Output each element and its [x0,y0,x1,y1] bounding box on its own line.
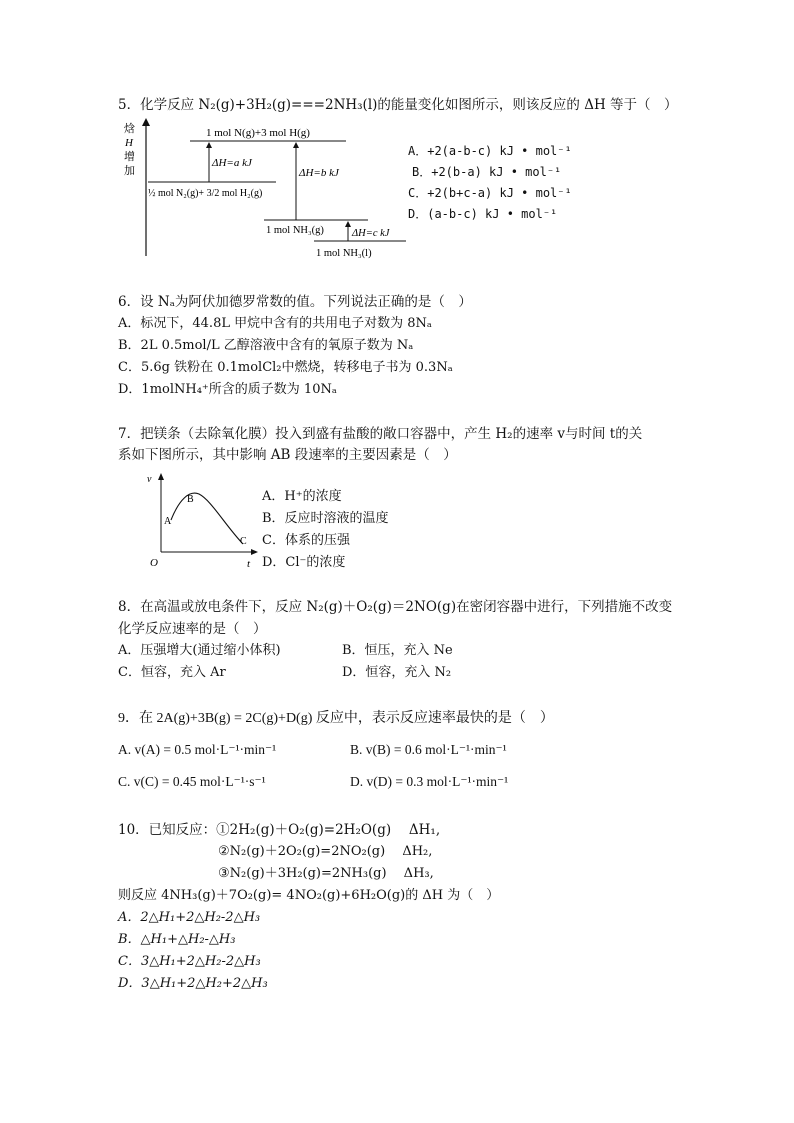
q5-nh3g-level: 1 mol NH₃(g) [266,225,324,236]
q7-option-c: C．体系的压强 [262,533,350,548]
q7-x-label: t [247,558,251,570]
q5-option-a: A．+2(a-b-c) kJ • mol⁻¹ [408,144,572,158]
q10-ask: 则反应 4NH₃(g)＋7O₂(g)= 4NO₂(g)+6H₂O(g)的 ΔH 为（ ） [118,888,500,903]
q6-option-a: A．标况下，44.8L 甲烷中含有的共用电子对数为 8Nₐ [118,316,432,331]
q8-stem-line1: 8．在高温或放电条件下，反应 N₂(g)＋O₂(g)＝2NO(g)在密闭容器中进行，下列措施不改变 [118,599,673,615]
q5-option-b: B．+2(b-a) kJ • mol⁻¹ [412,165,562,179]
q10-eq2: ②N₂(g)＋2O₂(g)=2NO₂(g) ΔH₂, [218,844,433,859]
q5-yaxis-char-3: 增 [124,151,135,163]
q7-option-d: D．Cl⁻的浓度 [262,555,346,570]
q7-point-a: A [164,516,172,527]
q5-yaxis-char-1: 焓 [124,123,135,135]
q8-option-a: A．压强增大(通过缩小体积) [118,643,281,658]
q6-stem: 6．设 Nₐ为阿伏加德罗常数的值。下列说法正确的是（ ） [118,294,472,310]
q7-stem-line1: 7．把镁条（去除氧化膜）投入到盛有盐酸的敞口容器中，产生 H₂的速率 v与时间 t的关 [118,426,643,442]
q9-option-a: A. v(A) = 0.5 mol·L⁻¹·min⁻¹ [118,742,277,757]
q10-option-a: A．2△H₁+2△H₂-2△H₃ [118,910,261,925]
q9-option-c: C. v(C) = 0.45 mol·L⁻¹·s⁻¹ [118,774,266,789]
q5-energy-diagram [116,116,406,264]
q5-yaxis-char-4: 加 [124,165,135,177]
q7-option-a: A．H⁺的浓度 [262,489,342,504]
q5-dh-b: ΔH=b kJ [299,167,339,179]
q5-mid-level: ½ mol N₂(g)+ 3/2 mol H₂(g) [148,188,263,199]
q8-stem-line2: 化学反应速率的是（ ） [118,621,267,637]
q7-point-b: B [187,494,194,505]
q7-rate-time-graph [145,470,260,570]
q7-origin-label: O [150,557,158,569]
q10-option-c: C．3△H₁+2△H₂-2△H₃ [118,954,261,969]
q10-eq3: ③N₂(g)＋3H₂(g)=2NH₃(g) ΔH₃, [218,866,434,881]
q5-dh-a: ΔH=a kJ [212,157,252,169]
q5-yaxis-char-2: H [125,137,133,149]
q10-option-d: D．3△H₁+2△H₂+2△H₃ [118,976,268,991]
q9-option-b: B. v(B) = 0.6 mol·L⁻¹·min⁻¹ [350,742,507,757]
q9-stem: 9．在 2A(g)+3B(g) = 2C(g)+D(g) 反应中，表示反应速率最快的是（ ） [118,711,554,726]
q8-option-c: C．恒容，充入 Ar [118,665,226,680]
q7-option-b: B．反应时溶液的温度 [262,511,389,526]
q5-top-level: 1 mol N(g)+3 mol H(g) [206,127,310,139]
q7-y-label: v [147,474,152,485]
q6-option-c: C．5.6g 铁粉在 0.1molCl₂中燃烧，转移电子书为 0.3Nₐ [118,360,453,375]
q5-stem: 5．化学反应 N₂(g)+3H₂(g)===2NH₃(l)的能量变化如图所示，则该反应的 ΔH 等于（ ） [118,97,678,113]
q6-option-d: D．1molNH₄⁺所含的质子数为 10Nₐ [118,382,337,397]
q10-stem: 10．已知反应：①2H₂(g)＋O₂(g)=2H₂O(g) ΔH₁, [118,822,441,838]
q5-option-c: C．+2(b+c-a) kJ • mol⁻¹ [408,186,572,200]
q7-stem-line2: 系如下图所示，其中影响 AB 段速率的主要因素是（ ） [118,447,457,463]
q9-option-d: D. v(D) = 0.3 mol·L⁻¹·min⁻¹ [350,774,509,789]
q8-option-d: D．恒容，充入 N₂ [342,665,452,680]
q5-dh-c: ΔH=c kJ [352,228,390,239]
q5-option-d: D．(a-b-c) kJ • mol⁻¹ [408,207,558,221]
q7-point-c: C [240,536,247,547]
q6-option-b: B．2L 0.5mol/L 乙醇溶液中含有的氧原子数为 Nₐ [118,338,414,353]
q8-option-b: B．恒压，充入 Ne [342,643,453,658]
q10-option-b: B．△H₁+△H₂-△H₃ [118,932,236,947]
q5-nh3l-level: 1 mol NH₃(l) [316,248,372,259]
